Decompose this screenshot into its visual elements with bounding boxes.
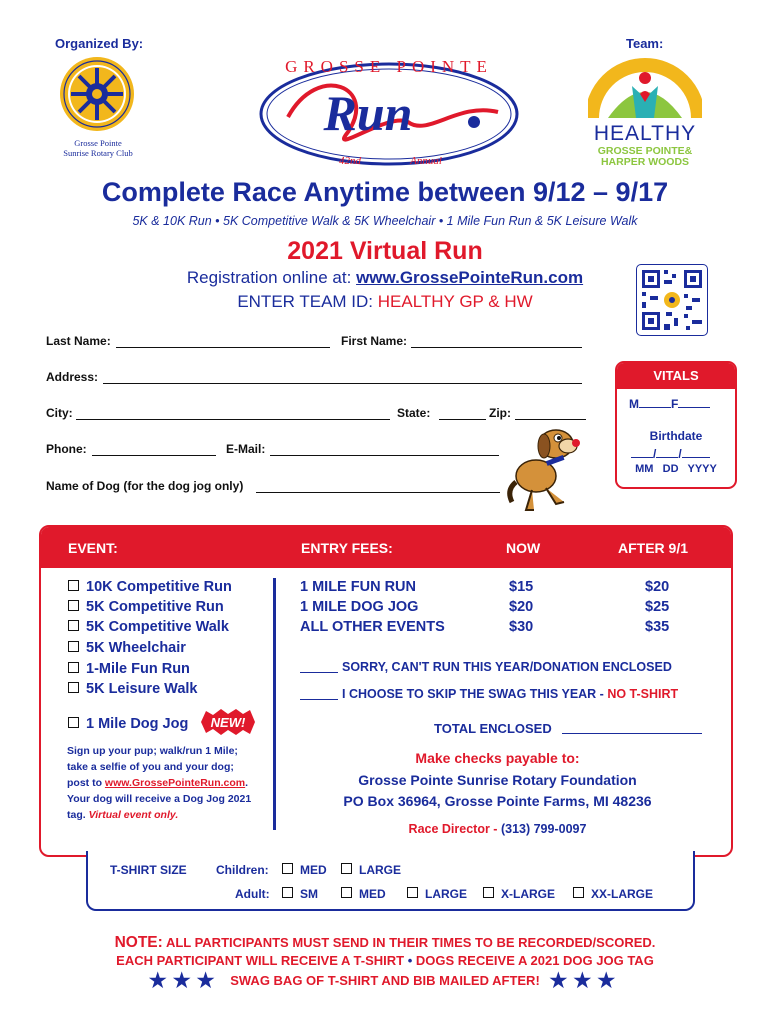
event-column-header: EVENT: xyxy=(68,540,118,556)
virtual-run-heading: 2021 Virtual Run xyxy=(287,237,483,265)
registration-prefix: Registration online at: xyxy=(186,268,357,287)
healthy-sub-1: GROSSE POINTE& xyxy=(597,145,693,157)
team-id-prefix: ENTER TEAM ID: xyxy=(237,292,378,311)
phone-field[interactable] xyxy=(92,455,216,456)
adult-size-xxlarge[interactable]: XX-LARGE xyxy=(573,887,653,901)
donation-option: SORRY, CAN'T RUN THIS YEAR/DONATION ENCLOSED xyxy=(342,660,672,674)
birthdate-field[interactable]: / / xyxy=(631,447,710,461)
sex-fields: M F xyxy=(629,397,710,411)
checkbox-icon[interactable] xyxy=(282,863,293,874)
first-name-label: First Name: xyxy=(341,334,408,348)
first-name-field[interactable] xyxy=(411,347,582,348)
events-subtitle: 5K & 10K Run • 5K Competitive Walk & 5K Wheelchair • 1 Mile Fun Run & 5K Leisure Walk xyxy=(132,214,638,228)
column-divider xyxy=(273,578,276,830)
checkbox-icon[interactable] xyxy=(68,717,79,728)
main-title: Complete Race Anytime between 9/12 – 9/17 xyxy=(101,177,669,207)
dog-jog-link[interactable]: www.GrossePointeRun.com xyxy=(104,777,246,789)
checkbox-icon[interactable] xyxy=(68,682,79,693)
cartoon-dog-illustration xyxy=(506,416,586,516)
fee-now: $15 xyxy=(509,579,534,595)
male-field[interactable] xyxy=(639,407,671,408)
foundation-name: Grosse Pointe Sunrise Rotary Foundation xyxy=(358,772,637,788)
new-badge: NEW! xyxy=(199,709,257,735)
address-label: Address: xyxy=(46,370,99,384)
total-enclosed-field[interactable] xyxy=(562,733,702,734)
checkbox-icon[interactable] xyxy=(282,887,293,898)
donation-blank[interactable] xyxy=(300,672,338,673)
event-option-5k-walk[interactable]: 5K Competitive Walk xyxy=(68,619,229,635)
tshirt-size-label: T-SHIRT SIZE xyxy=(110,863,187,877)
fees-column-header: ENTRY FEES: xyxy=(301,540,393,556)
event-option-dog-jog[interactable]: 1 Mile Dog Jog xyxy=(68,716,188,732)
tshirt-size-box xyxy=(86,851,695,911)
tshirt-tag-line: EACH PARTICIPANT WILL RECEIVE A T-SHIRT • DOGS RECEIVE A 2021 DOG JOG TAG xyxy=(116,953,654,968)
swag-line: ★★★ SWAG BAG OF T-SHIRT AND BIB MAILED AFTER! ★★★ xyxy=(148,970,622,992)
city-field[interactable] xyxy=(76,419,390,420)
vitals-box xyxy=(615,361,737,489)
healthy-title: HEALTHY xyxy=(593,122,697,145)
dog-name-field[interactable] xyxy=(256,492,500,493)
fee-after: $35 xyxy=(645,619,670,635)
state-field[interactable] xyxy=(439,419,486,420)
rotary-logo xyxy=(58,55,136,133)
race-director-line: Race Director - (313) 799-0097 xyxy=(408,822,587,836)
state-label: State: xyxy=(397,406,431,420)
last-name-label: Last Name: xyxy=(46,334,111,348)
adult-label: Adult: xyxy=(235,887,270,901)
address-field[interactable] xyxy=(103,383,582,384)
checkbox-icon[interactable] xyxy=(341,887,352,898)
skip-swag-option: I CHOOSE TO SKIP THE SWAG THIS YEAR - NO T-SHIRT xyxy=(342,687,679,701)
adult-size-xlarge[interactable]: X-LARGE xyxy=(483,887,555,901)
fee-now: $20 xyxy=(509,599,534,615)
female-field[interactable] xyxy=(678,407,710,408)
checkbox-icon[interactable] xyxy=(68,620,79,631)
svg-text:Annual: Annual xyxy=(410,155,442,167)
checkbox-icon[interactable] xyxy=(573,887,584,898)
birthdate-label: Birthdate xyxy=(649,429,703,443)
note-line: NOTE: ALL PARTICIPANTS MUST SEND IN THEIR TIMES TO BE RECORDED/SCORED. xyxy=(114,934,656,951)
svg-text:GROSSE POINTE: GROSSE POINTE xyxy=(285,57,493,76)
city-label: City: xyxy=(46,406,73,420)
child-size-med[interactable]: MED xyxy=(282,863,327,877)
event-option-5k-leisure-walk[interactable]: 5K Leisure Walk xyxy=(68,681,197,697)
event-option-10k-run[interactable]: 10K Competitive Run xyxy=(68,579,232,595)
note-label: NOTE: xyxy=(114,934,163,951)
grosse-pointe-run-logo xyxy=(258,42,520,170)
healthy-gp-hw-logo xyxy=(588,56,702,166)
checkbox-icon[interactable] xyxy=(68,600,79,611)
team-label: Team: xyxy=(626,36,664,51)
checkbox-icon[interactable] xyxy=(341,863,352,874)
event-option-5k-wheelchair[interactable]: 5K Wheelchair xyxy=(68,640,186,656)
child-size-large[interactable]: LARGE xyxy=(341,863,401,877)
dog-jog-instructions: Sign up your pup; walk/run 1 Mile; take a selfie of you and your dog; post to www.GrossePointeRun.com. Your dog will receive a Dog Jog 2021 tag. Virtual event only. xyxy=(67,745,252,821)
adult-size-large[interactable]: LARGE xyxy=(407,887,467,901)
rotary-club-name: Grosse Pointe Sunrise Rotary Club xyxy=(63,138,133,158)
fee-name: 1 MILE DOG JOG xyxy=(300,599,419,615)
fee-now: $30 xyxy=(509,619,534,635)
checks-payable-heading: Make checks payable to: xyxy=(415,750,580,766)
children-label: Children: xyxy=(216,863,269,877)
checkbox-icon[interactable] xyxy=(407,887,418,898)
now-column-header: NOW xyxy=(506,540,541,556)
adult-size-sm[interactable]: SM xyxy=(282,887,318,901)
qr-code[interactable] xyxy=(636,264,708,336)
event-option-5k-run[interactable]: 5K Competitive Run xyxy=(68,599,224,615)
email-label: E-Mail: xyxy=(226,442,266,456)
fee-name: ALL OTHER EVENTS xyxy=(300,619,445,635)
birthdate-format: MM DD YYYY xyxy=(635,463,717,475)
checkbox-icon[interactable] xyxy=(483,887,494,898)
vitals-title: VITALS xyxy=(617,363,735,389)
svg-text:42nd: 42nd xyxy=(339,155,361,167)
fee-after: $20 xyxy=(645,579,670,595)
checkbox-icon[interactable] xyxy=(68,641,79,652)
fee-name: 1 MILE FUN RUN xyxy=(300,579,416,595)
team-id-value: HEALTHY GP & HW xyxy=(377,292,533,311)
event-option-1-mile-fun-run[interactable]: 1-Mile Fun Run xyxy=(68,661,190,677)
fee-after: $25 xyxy=(645,599,670,615)
checkbox-icon[interactable] xyxy=(68,662,79,673)
stars-right-icon: ★★★ xyxy=(549,970,622,992)
phone-label: Phone: xyxy=(46,442,87,456)
email-field[interactable] xyxy=(270,455,499,456)
last-name-field[interactable] xyxy=(116,347,330,348)
svg-text:Run: Run xyxy=(323,85,413,141)
stars-left-icon: ★★★ xyxy=(148,970,221,992)
healthy-sub-2: HARPER WOODS xyxy=(600,156,690,168)
mailing-address: PO Box 36964, Grosse Pointe Farms, MI 48236 xyxy=(343,793,652,809)
adult-size-med[interactable]: MED xyxy=(341,887,386,901)
skip-swag-blank[interactable] xyxy=(300,699,338,700)
events-header-bar xyxy=(41,527,731,568)
total-enclosed-label: TOTAL ENCLOSED xyxy=(434,721,552,736)
dog-name-label: Name of Dog (for the dog jog only) xyxy=(46,479,244,493)
after-column-header: AFTER 9/1 xyxy=(618,540,689,556)
organized-by-label: Organized By: xyxy=(55,36,144,51)
checkbox-icon[interactable] xyxy=(68,580,79,591)
registration-link[interactable]: www.GrossePointeRun.com xyxy=(356,268,584,287)
zip-label: Zip: xyxy=(489,406,511,420)
